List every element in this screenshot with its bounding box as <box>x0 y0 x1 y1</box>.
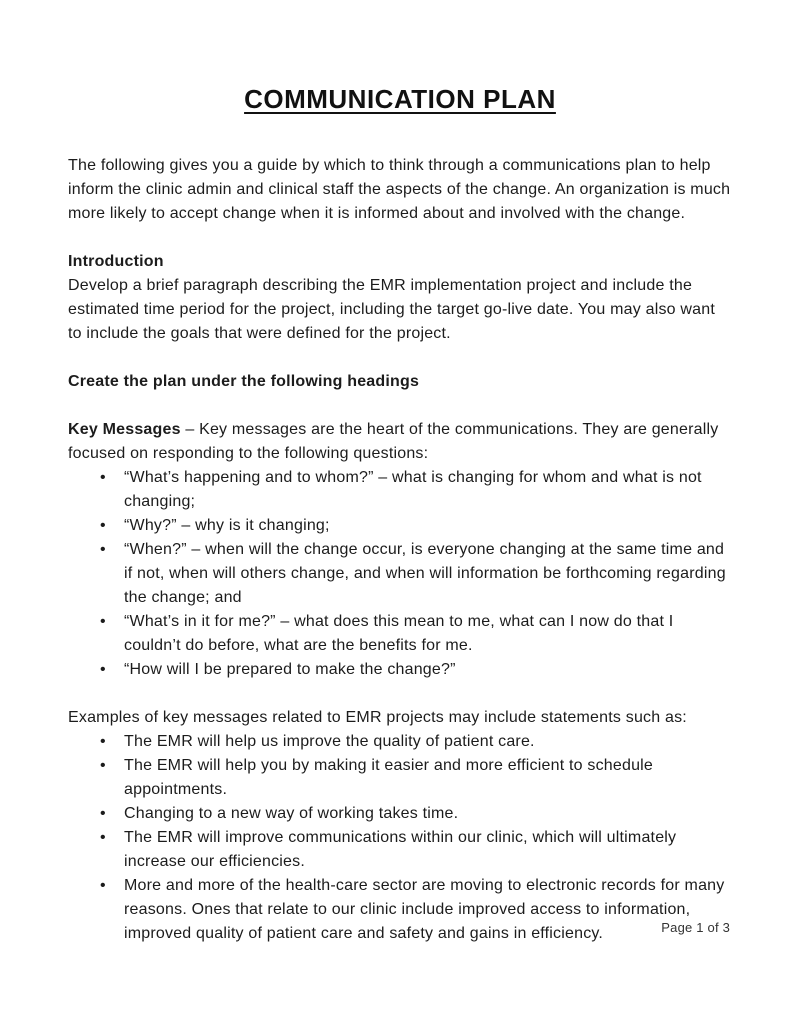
list-item: • The EMR will improve communications within our clinic, which will ultimately increase our efficiencies. <box>118 826 732 874</box>
document-title: COMMUNICATION PLAN <box>244 84 556 114</box>
list-item: • “When?” – when will the change occur, is everyone changing at the same time and if not, when will others change, and when will information be forthcoming regarding the change; and <box>118 538 732 610</box>
key-messages-paragraph <box>68 418 732 466</box>
introduction-paragraph: Develop a brief paragraph describing the EMR implementation project and include the estimated time period for the project, including the target go-live date. You may also want to include the goals that were defined for the project. <box>68 277 716 342</box>
key-messages-lead: Key Messages <box>68 421 181 438</box>
examples-bullet-list <box>68 730 732 946</box>
list-item: • “What’s in it for me?” – what does this mean to me, what can I now do that I couldn’t do before, what are the benefits for me. <box>118 610 732 658</box>
list-item: • The EMR will help you by making it easier and more efficient to schedule appointments. <box>118 754 732 802</box>
list-item: • “Why?” – why is it changing; <box>118 514 732 538</box>
list-item: • The EMR will help us improve the quality of patient care. <box>118 730 732 754</box>
introduction-heading: Introduction <box>68 253 164 270</box>
key-messages-description: – Key messages are the heart of the communications. They are generally focused on responding to the following questions: <box>68 421 719 462</box>
examples-paragraph: Examples of key messages related to EMR projects may include statements such as: <box>68 709 687 726</box>
list-item: • “What’s happening and to whom?” – what is changing for whom and what is not changing; <box>118 466 732 514</box>
list-item: • More and more of the health-care sector are moving to electronic records for many reasons. Ones that relate to our clinic include improved access to information, improved quality of patient care and safety and gains in efficiency. <box>118 874 732 946</box>
key-messages-bullet-list <box>68 466 732 682</box>
plan-headings-heading: Create the plan under the following headings <box>68 373 420 390</box>
list-item: • “How will I be prepared to make the change?” <box>118 658 732 682</box>
page-number-footer: Page 1 of 3 <box>661 920 730 935</box>
list-item: • Changing to a new way of working takes time. <box>118 802 732 826</box>
intro-paragraph: The following gives you a guide by which to think through a communications plan to help inform the clinic admin and clinical staff the aspects of the change. An organization is much more likely to accept change when it is informed about and involved with the change. <box>68 157 731 222</box>
